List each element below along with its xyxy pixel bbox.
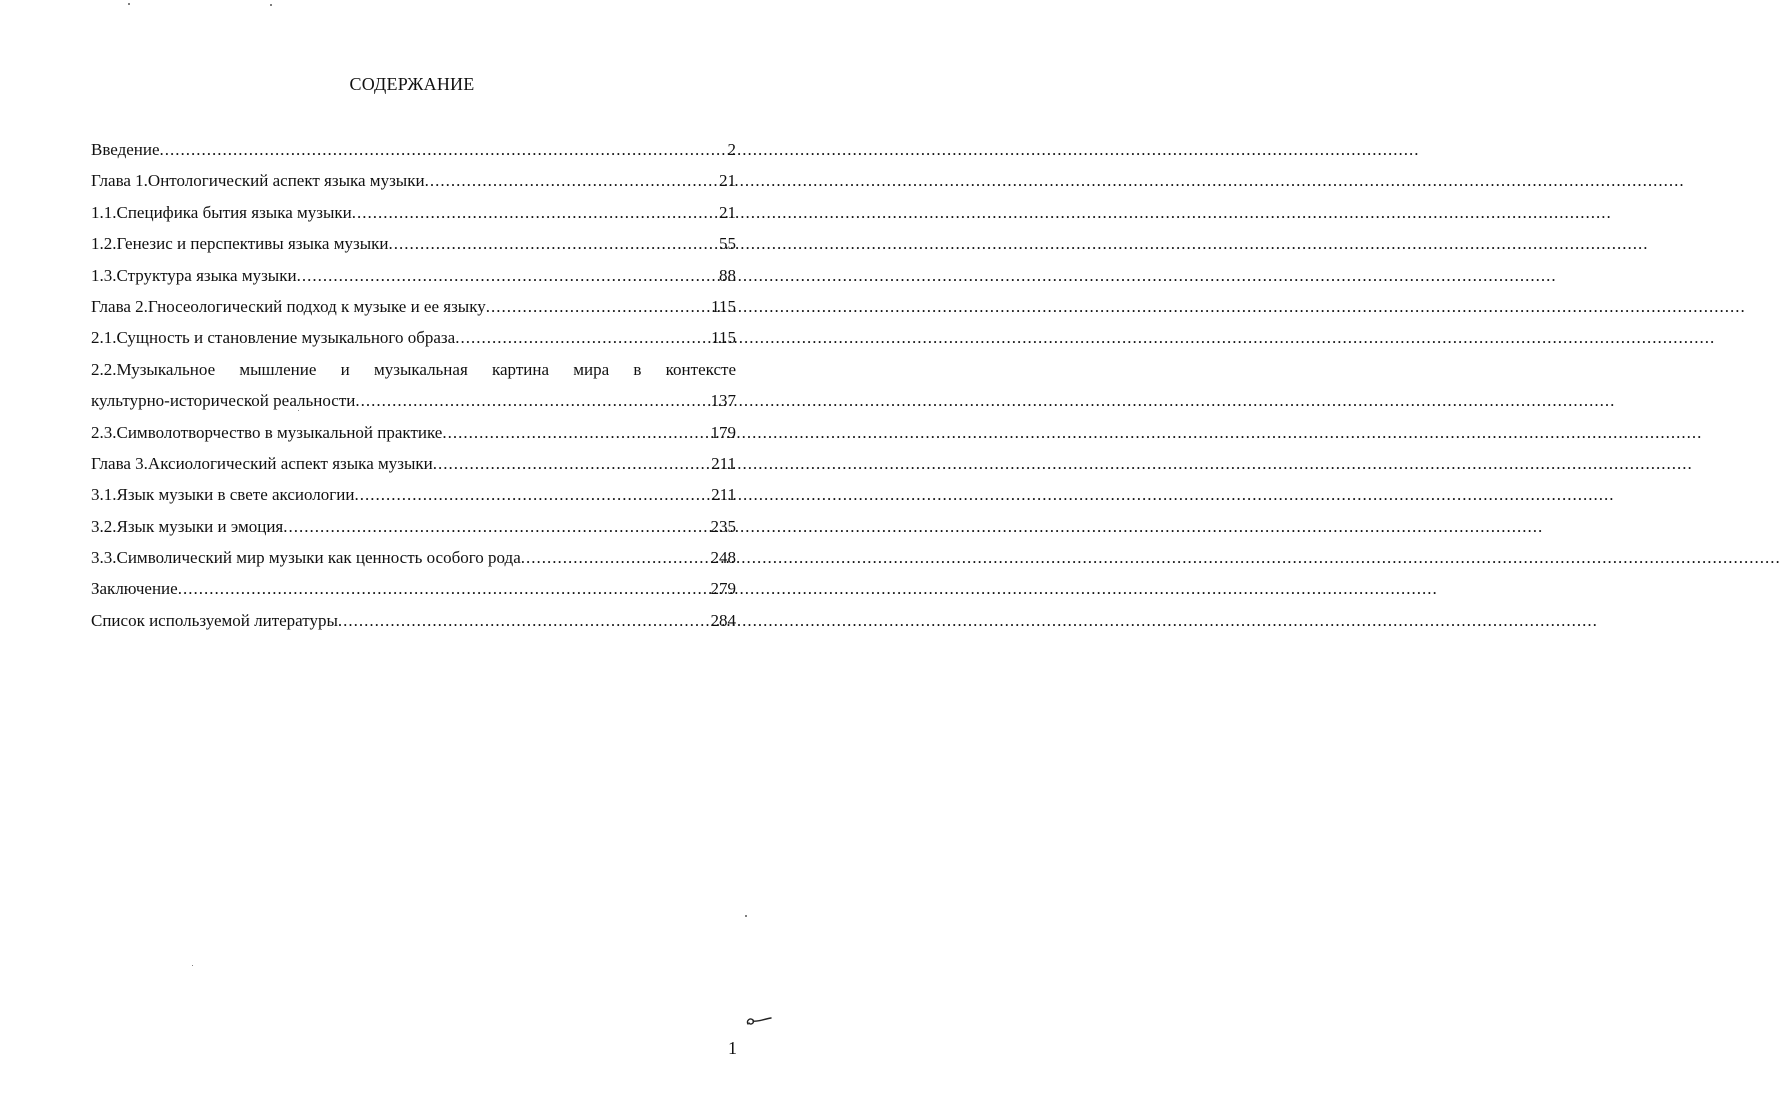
scan-speck xyxy=(745,915,747,917)
page-number: 1 xyxy=(728,1038,737,1058)
scan-speck xyxy=(270,4,272,6)
toc-entry-label: культурно-исторической реальности xyxy=(91,391,356,411)
toc-entry xyxy=(91,228,736,259)
toc-entry-label: Глава 1.Онтологический аспект языка музыки xyxy=(91,171,425,191)
toc-entry-label: 2.2.Музыкальное мышление и музыкальная картина мира в контексте xyxy=(91,359,736,379)
scan-speck xyxy=(128,3,130,5)
page-title: СОДЕРЖАНИЕ xyxy=(349,74,475,94)
toc-entry xyxy=(91,573,736,604)
toc-entry xyxy=(91,291,736,322)
toc-leader-dots xyxy=(425,165,719,196)
toc-leader-dots xyxy=(486,291,711,322)
toc-leader-dots xyxy=(355,385,710,416)
toc-entry xyxy=(91,197,736,228)
toc-entry xyxy=(91,322,736,353)
toc-leader-dots xyxy=(388,228,719,259)
toc-entry-page: 248 xyxy=(710,548,736,568)
toc-entry-page: 55 xyxy=(719,234,736,254)
toc-entry-line2 xyxy=(91,385,736,416)
toc-entry xyxy=(91,417,736,448)
toc-entry-page: 21 xyxy=(719,171,736,191)
toc-entry-page: 115 xyxy=(711,296,736,316)
toc-entry-line1 xyxy=(91,354,736,385)
toc-entry-label: Глава 3.Аксиологический аспект языка музыки xyxy=(91,453,433,473)
toc-entry-label: Глава 2.Гносеологический подход к музыке и ее языку xyxy=(91,296,486,316)
toc-entry-page: 137 xyxy=(710,391,736,411)
toc-entry-label: 1.2.Генезис и перспективы языка музыки xyxy=(91,234,389,254)
toc-entry-label: 1.1.Специфика бытия языка музыки xyxy=(91,202,352,222)
toc-leader-dots xyxy=(338,605,711,636)
toc-entry xyxy=(91,542,736,573)
toc-leader-dots xyxy=(455,322,711,353)
toc-entry-page: 279 xyxy=(710,579,736,599)
toc-leader-dots xyxy=(442,417,710,448)
toc-leader-dots xyxy=(160,134,728,165)
toc-entry-page: 88 xyxy=(719,265,736,285)
toc-entry xyxy=(91,511,736,542)
toc-leader-dots xyxy=(433,448,711,479)
toc-leader-dots xyxy=(354,479,711,510)
toc-leader-dots xyxy=(283,511,710,542)
handwritten-initial-icon xyxy=(744,1012,774,1030)
toc-entry-page: 211 xyxy=(711,485,736,505)
toc-entry xyxy=(91,479,736,510)
toc-entry xyxy=(91,134,736,165)
document-page xyxy=(0,0,794,1094)
toc-leader-dots xyxy=(352,197,719,228)
toc-entry-page: 115 xyxy=(711,328,736,348)
toc-entry-page: 211 xyxy=(711,453,736,473)
toc-entry-label: Заключение xyxy=(91,579,178,599)
scan-speck xyxy=(192,965,193,966)
toc-entry-page: 179 xyxy=(710,422,736,442)
toc-entry-label: Введение xyxy=(91,140,160,159)
toc-entry-page: 2 xyxy=(727,140,736,159)
toc-entry-label: 3.3.Символический мир музыки как ценность особого рода xyxy=(91,548,521,568)
toc-entry-page: 235 xyxy=(710,516,736,536)
toc-leader-dots xyxy=(178,573,711,604)
toc-entry xyxy=(91,260,736,291)
toc-entry-page: 284 xyxy=(710,610,736,630)
toc-leader-dots xyxy=(521,542,711,573)
toc-entry-label: 1.3.Структура языка музыки xyxy=(91,265,297,285)
toc-entry xyxy=(91,605,736,636)
toc-leader-dots xyxy=(297,260,719,291)
toc-entry-label: Список используемой литературы xyxy=(91,610,338,630)
toc-entry-label: 2.1.Сущность и становление музыкального образа xyxy=(91,328,456,348)
toc-entry xyxy=(91,448,736,479)
toc-entry-page: 21 xyxy=(719,202,736,222)
toc-entry-label: 2.3.Символотворчество в музыкальной практике xyxy=(91,422,443,442)
toc-entry xyxy=(91,165,736,196)
toc-entry-label: 3.2.Язык музыки и эмоция xyxy=(91,516,284,536)
table-of-contents xyxy=(91,134,736,636)
toc-entry-label: 3.1.Язык музыки в свете аксиологии xyxy=(91,485,355,505)
